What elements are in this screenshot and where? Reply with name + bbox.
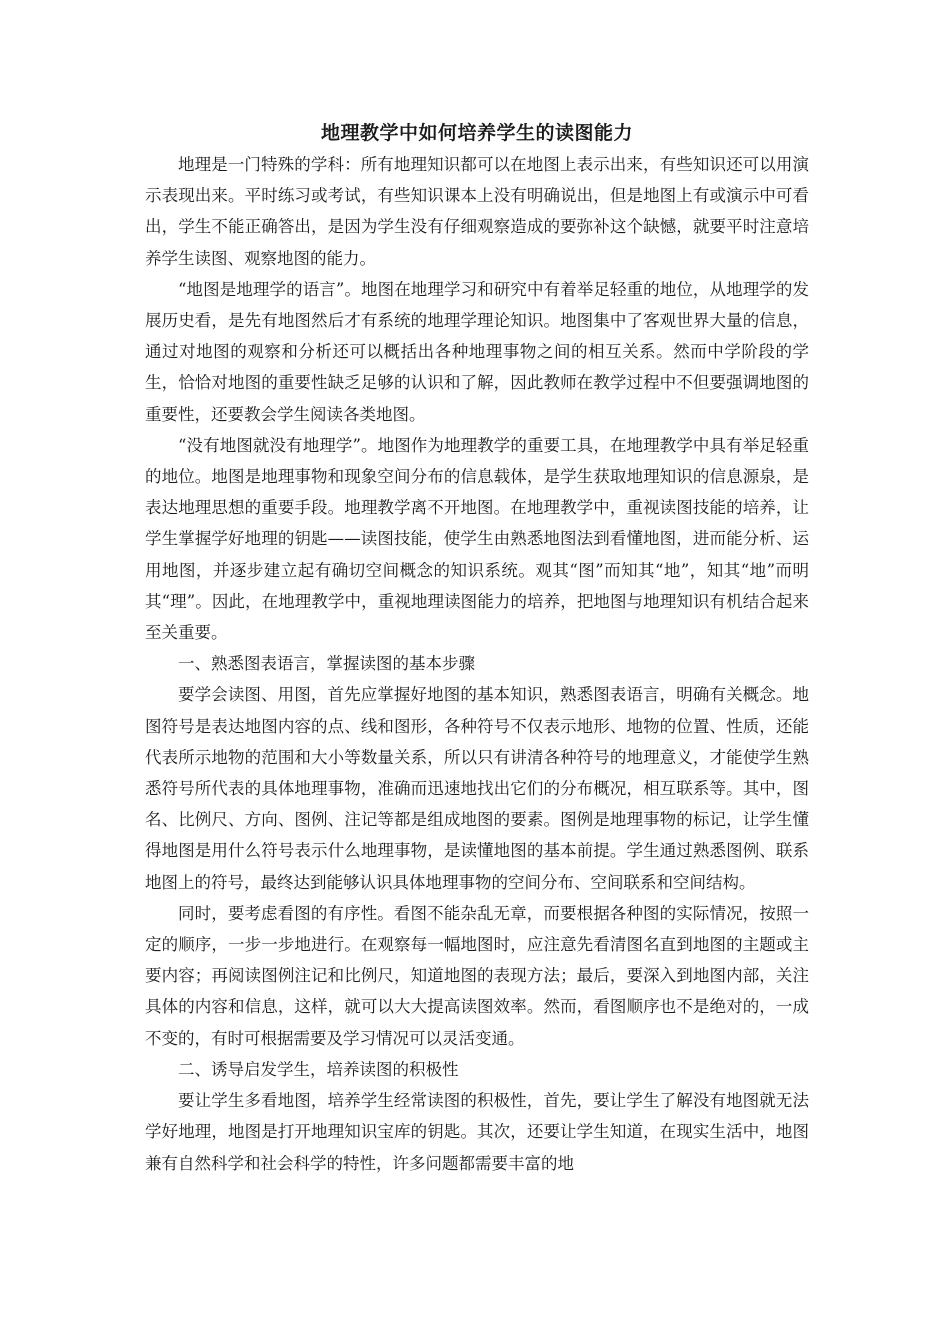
document-title: 地理教学中如何培养学生的读图能力 (320, 122, 633, 144)
paragraph-motivation: 要让学生多看地图，培养学生经常读图的积极性，首先，要让学生了解没有地图就无法学好地理，地图是打开地理知识宝库的钥匙。其次，还要让学生知道，在现实生活中，地图兼有自然科学和社会科学的特性，许多问题都需要丰富的地 (145, 1091, 809, 1173)
paragraph-intro: 地理是一门特殊的学科：所有地理知识都可以在地图上表示出来，有些知识还可以用演示表现出来。平时练习或考试，有些知识课本上没有明确说出，但是地图上有或演示中可看出，学生不能正确答出，是因为学生没有仔细观察造成的要弥补这个缺憾，就要平时注意培养学生读图、观察地图的能力。 (145, 155, 809, 268)
paragraph-reading-order: 同时，要考虑看图的有序性。看图不能杂乱无章，而要根据各种图的实际情况，按照一定的顺序，一步一步地进行。在观察每一幅地图时，应注意先看清图名直到地图的主题或主要内容；再阅读图例注记和比例尺，知道地图的表现方法；最后，要深入到地图内部，关注具体的内容和信息，这样，就可以大大提高读图效率。然而，看图顺序也不是绝对的，一成不变的，有时可根据需要及学习情况可以灵活变通。 (145, 903, 809, 1048)
document-page (145, 118, 809, 1179)
paragraph-no-map-no-geography: “没有地图就没有地理学”。地图作为地理教学的重要工具，在地理教学中具有举足轻重的地位。地图是地理事物和现象空间分布的信息载体，是学生获取地理知识的信息源泉，是表达地理思想的重要手段。地理教学离不开地图。在地理教学中，重视读图技能的培养，让学生掌握学好地理的钥匙——读图技能，使学生由熟悉地图法到看懂地图，进而能分析、运用地图，并逐步建立起有确切空间概念的知识系统。观其“图”而知其“地”，知其“地”而明其“理”。因此，在地理教学中，重视地理读图能力的培养，把地图与地理知识有机结合起来至关重要。 (145, 435, 809, 643)
section-heading-2: 二、诱导启发学生，培养读图的积极性 (178, 1059, 459, 1079)
paragraph-map-language: “地图是地理学的语言”。地图在地理学习和研究中有着举足轻重的地位，从地理学的发展历史看，是先有地图然后才有系统的地理学理论知识。地图集中了客观世界大量的信息，通过对地图的观察和分析还可以概括出各种地理事物之间的相互关系。然而中学阶段的学生，恰恰对地图的重要性缺乏足够的认识和了解，因此教师在教学过程中不但要强调地图的重要性，还要教会学生阅读各类地图。 (145, 279, 809, 424)
section-heading-1: 一、熟悉图表语言，掌握读图的基本步骤 (178, 654, 475, 674)
paragraph-map-basics: 要学会读图、用图，首先应掌握好地图的基本知识，熟悉图表语言，明确有关概念。地图符号是表达地图内容的点、线和图形，各种符号不仅表示地形、地物的位置、性质，还能代表所示地物的范围和大小等数量关系，所以只有讲清各种符号的地理意义，才能使学生熟悉符号所代表的具体地理事物，准确而迅速地找出它们的分布概况，相互联系等。其中，图名、比例尺、方向、图例、注记等都是组成地图的要素。图例是地理事物的标记，让学生懂得地图是用什么符号表示什么地理事物，是读懂地图的基本前提。学生通过熟悉图例、联系地图上的符号，最终达到能够认识具体地理事物的空间分布、空间联系和空间结构。 (145, 685, 809, 892)
